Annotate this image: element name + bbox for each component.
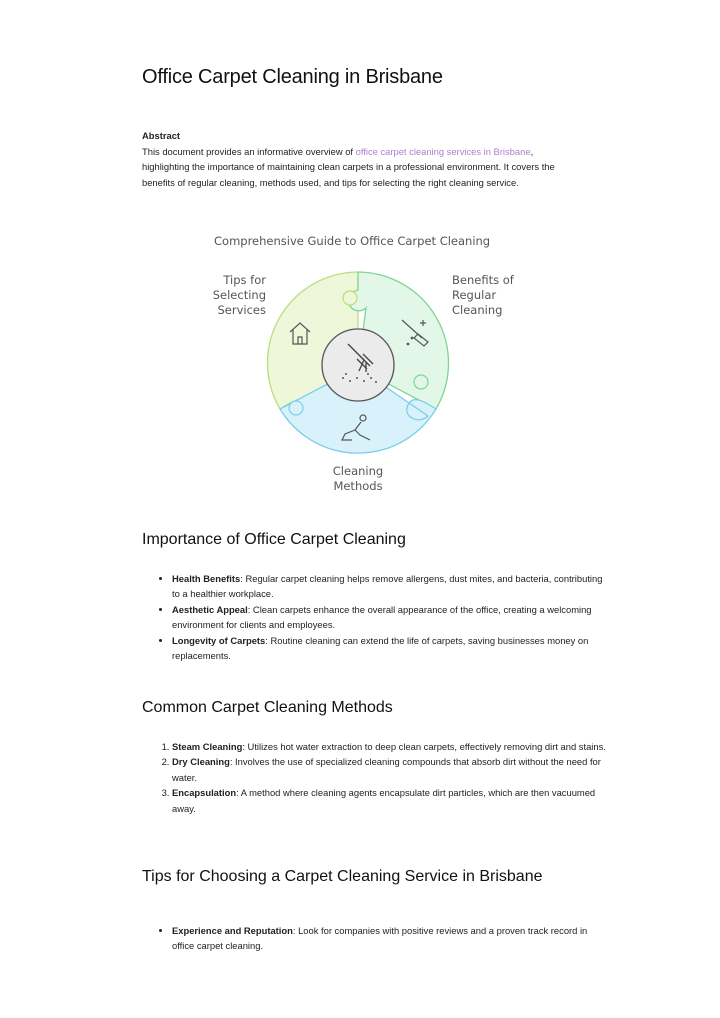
center-circle [322, 329, 394, 401]
methods-label-line2: Methods [333, 479, 383, 493]
methods-heading: Common Carpet Cleaning Methods [142, 699, 393, 716]
abstract-text-after: , highlighting the importance of maintaining clean carpets in a professional environment. It covers the benefits of regular cleaning, methods used, and tips for selecting the right cleaning service. [142, 145, 555, 188]
benefits-label-line1: Benefits of [452, 273, 514, 287]
list-item: • Aesthetic Appeal: Clean carpets enhance the overall appearance of the office, creating a welcoming environment for clients and employees. [172, 602, 612, 633]
tips-label-line3: Services [217, 303, 266, 317]
tips-list [142, 923, 612, 954]
guide-diagram [200, 228, 530, 498]
knob-top [343, 291, 357, 305]
services-link[interactable]: office carpet cleaning services in Brisbane [355, 145, 531, 157]
abstract [142, 128, 582, 190]
list-item: 3. Encapsulation: A method where cleaning agents encapsulate dirt particles, which are then vacuumed away. [172, 785, 612, 816]
list-item: • Health Benefits: Regular carpet cleaning helps remove allergens, dust mites, and bacteria, contributing to a healthier workplace. [172, 571, 612, 602]
tips-label-line1: Tips for [223, 273, 266, 287]
tips-label-line2: Selecting [212, 288, 266, 302]
benefits-label-line2: Regular [452, 288, 497, 302]
importance-list [142, 571, 612, 663]
methods-list [142, 739, 612, 816]
list-item: 2. Dry Cleaning: Involves the use of specialized cleaning compounds that absorb dirt without the need for water. [172, 754, 612, 785]
knob-left [289, 401, 303, 415]
abstract-text-before: This document provides an informative overview of [142, 145, 356, 157]
list-item: 1. Steam Cleaning: Utilizes hot water extraction to deep clean carpets, effectively removing dirt and stains. [172, 739, 612, 754]
knob-right [414, 375, 428, 389]
list-item: • Longevity of Carpets: Routine cleaning can extend the life of carpets, saving businesses money on replacements. [172, 633, 612, 664]
page-title: Office Carpet Cleaning in Brisbane [142, 66, 443, 88]
abstract-label: Abstract [142, 130, 181, 141]
diagram-title: Comprehensive Guide to Office Carpet Cleaning [214, 234, 491, 248]
importance-heading: Importance of Office Carpet Cleaning [142, 531, 406, 548]
methods-label-line1: Cleaning [332, 464, 384, 478]
tips-heading: Tips for Choosing a Carpet Cleaning Service in Brisbane [142, 868, 543, 885]
list-item: • Experience and Reputation: Look for companies with positive reviews and a proven track record in office carpet cleaning. [172, 923, 612, 954]
benefits-label-line3: Cleaning [452, 303, 503, 317]
